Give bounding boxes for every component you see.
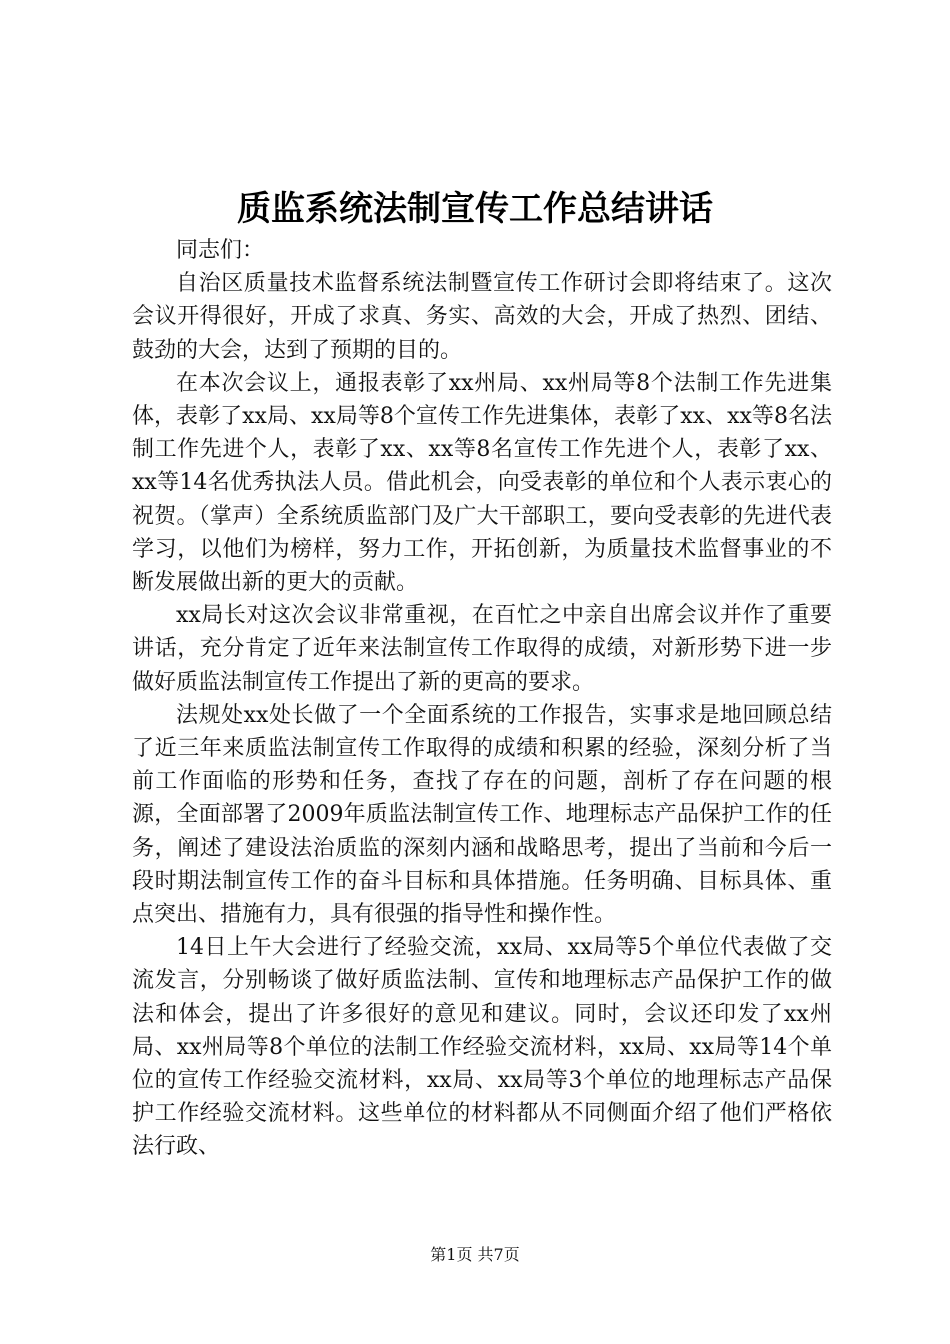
document-body [132, 234, 832, 1164]
paragraph-2: 在本次会议上，通报表彰了xx州局、xx州局等8个法制工作先进集体，表彰了xx局、xx局等8个宣传工作先进集体，表彰了xx、xx等8名法制工作先进个人，表彰了xx、xx等8名宣传工作先进个人，表彰了xx、xx等14名优秀执法人员。借此机会，向受表彰的单位和个人表示衷心的祝贺。（掌声）全系统质监部门及广大干部职工，要向受表彰的先进代表学习，以他们为榜样，努力工作，开拓创新，为质量技术监督事业的不断发展做出新的更大的贡献。 [132, 370, 832, 596]
page-indicator: 第1页 共7页 [430, 1245, 520, 1264]
paragraph-4: 法规处xx处长做了一个全面系统的工作报告，实事求是地回顾总结了近三年来质监法制宣传工作取得的成绩和积累的经验，深刻分析了当前工作面临的形势和任务，查找了存在的问题，剖析了存在问题的根源，全面部署了2009年质监法制宣传工作、地理标志产品保护工作的任务，阐述了建设法治质监的深刻内涵和战略思考，提出了当前和今后一段时期法制宣传工作的奋斗目标和具体措施。任务明确、目标具体、重点突出、措施有力，具有很强的指导性和操作性。 [132, 702, 832, 928]
salutation: 同志们： [176, 238, 265, 263]
paragraph-3: xx局长对这次会议非常重视，在百忙之中亲自出席会议并作了重要讲话，充分肯定了近年来法制宣传工作取得的成绩，对新形势下进一步做好质监法制宣传工作提出了新的更高的要求。 [132, 603, 832, 695]
page-footer [0, 1244, 950, 1266]
paragraph-1: 自治区质量技术监督系统法制暨宣传工作研讨会即将结束了。这次会议开得很好，开成了求真、务实、高效的大会，开成了热烈、团结、鼓劲的大会，达到了预期的目的。 [132, 271, 832, 363]
document-title: 质监系统法制宣传工作总结讲话 [237, 189, 713, 229]
paragraph-5: 14日上午大会进行了经验交流，xx局、xx局等5个单位代表做了交流发言，分别畅谈了做好质监法制、宣传和地理标志产品保护工作的做法和体会，提出了许多很好的意见和建议。同时，会议还印发了xx州局、xx州局等8个单位的法制工作经验交流材料，xx局、xx局等14个单位的宣传工作经验交流材料，xx局、xx局等3个单位的地理标志产品保护工作经验交流材料。这些单位的材料都从不同侧面介绍了他们严格依法行政、 [132, 935, 832, 1160]
